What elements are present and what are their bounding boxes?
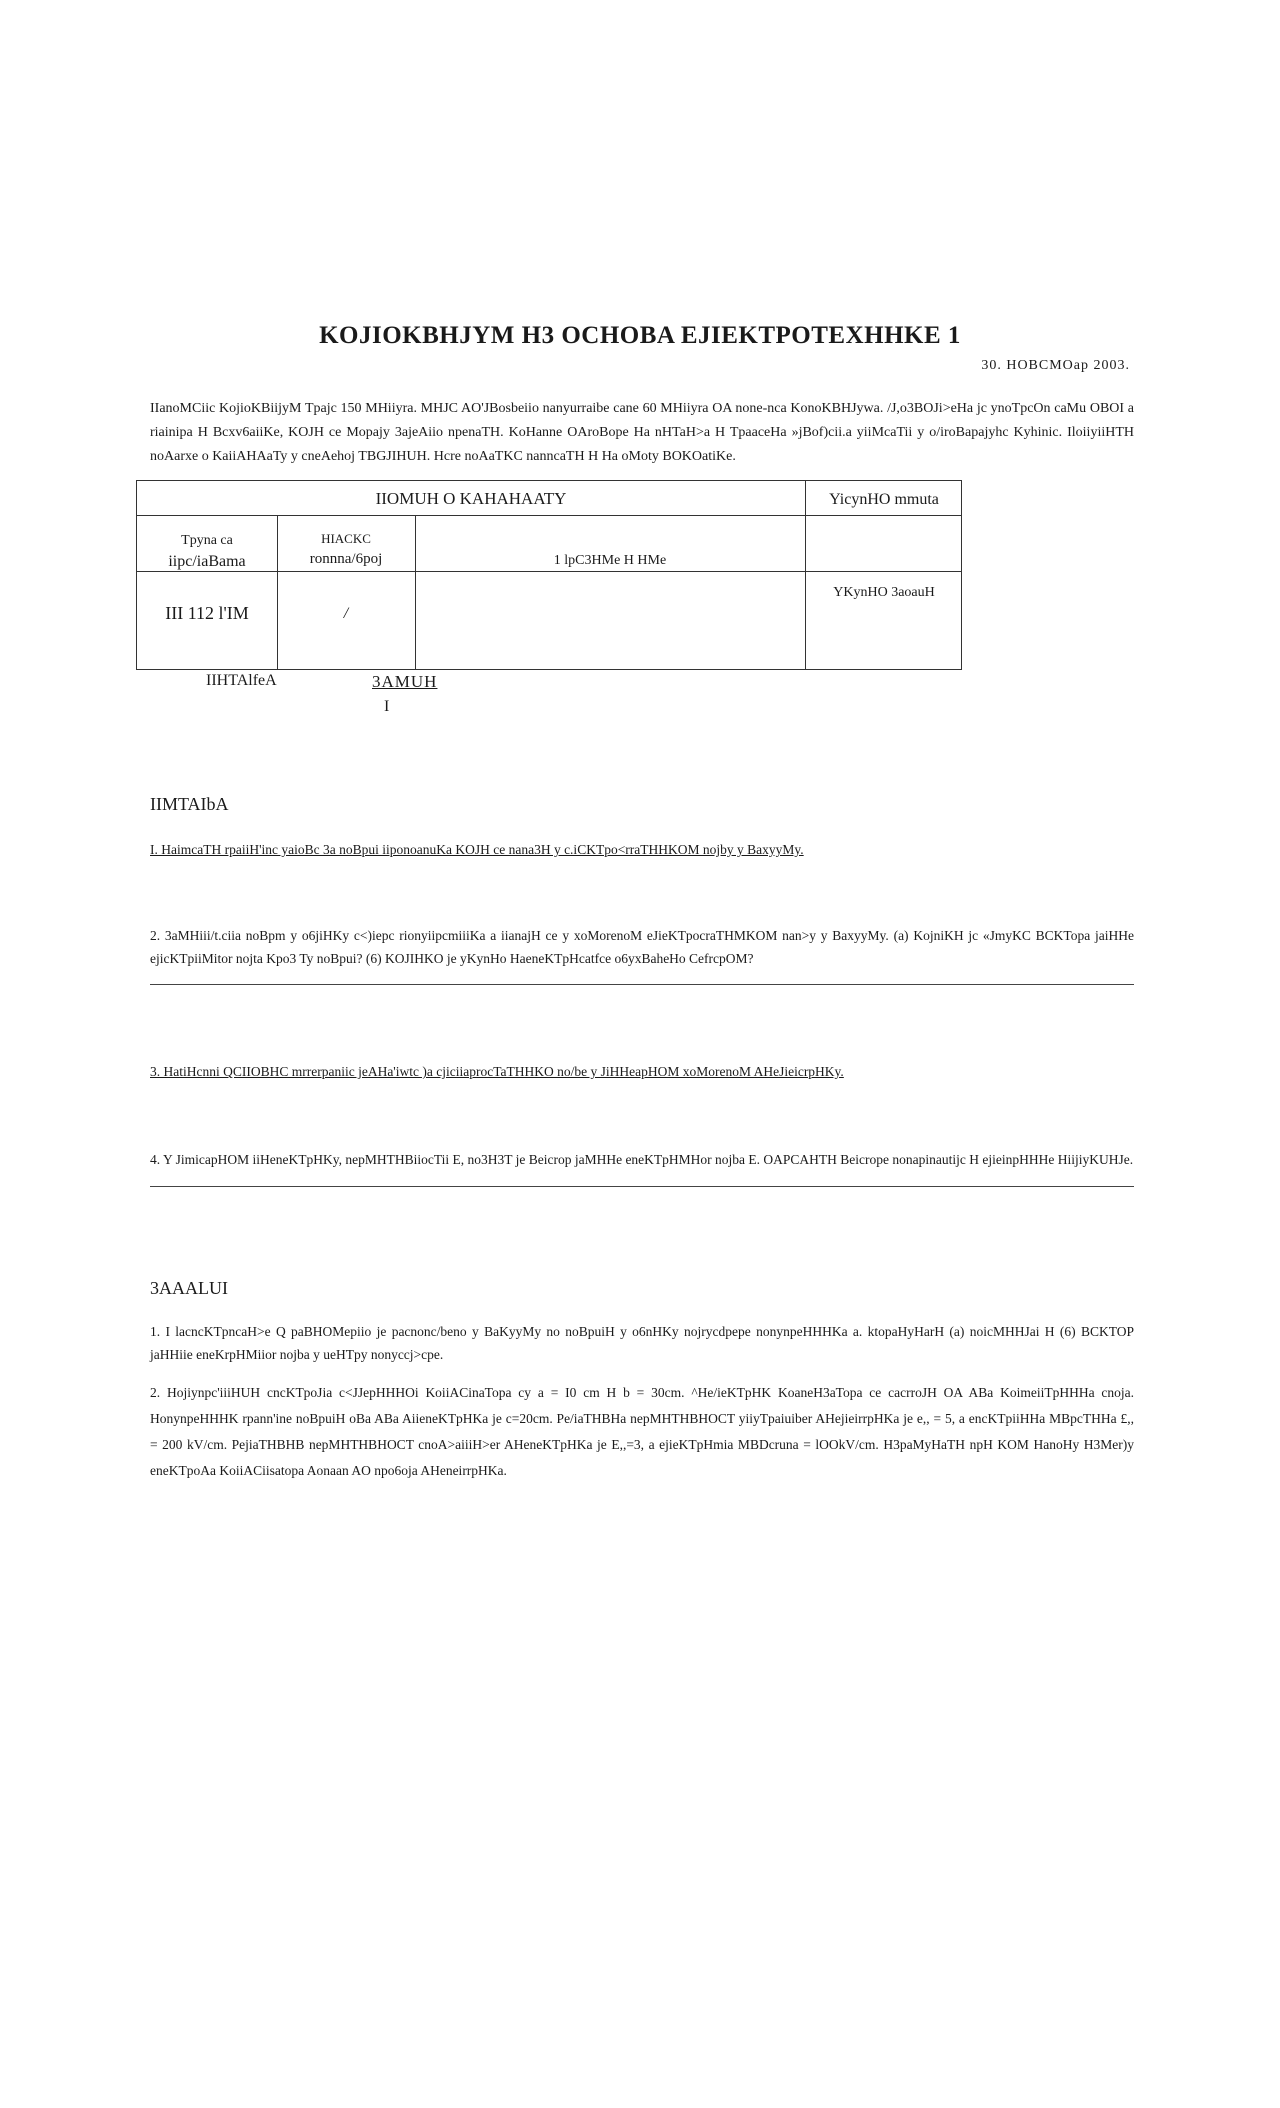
question-1: I. HaimcaTH rpaiiH'inc yaioBc 3a noBpui iiponoanuKa KOJH ce nana3H y c.iCKTpo<rraTHHKOM nojby y BaxyyMy. [150,842,804,857]
problem-1: 1. I lacncKTpncaH>e Q paBHOMepiio je pacnonc/beno y BaKyyMy no noBpuiH y o6nHKy nojrycdpepe nonynpeHHHKa a. ktopaHyHarH (a) noicMHHJai H (6) BCKTOP jaHHiie eneKrpHMiior nojba y ueHTpy nonyccj>cpe. [150,1324,1134,1362]
examiner-label: IIHTAlfeA [206,672,277,689]
problems-heading: 3AAALUI [150,1278,228,1298]
name-header: 1 lpC3HMe H HMe [553,553,667,568]
table-header-candidate: IIOMUH O KAHAHAATY [375,489,567,508]
question-2-underline [150,984,1134,985]
question-4-underline [150,1186,1134,1187]
group-value: III 112 l'IM [165,603,249,623]
index-header-line2: ronnna/6poj [309,551,383,567]
page-title: KOJIOKBHJYM H3 OCHOBA EJIEKTPOTEXHHKE 1 [319,322,961,349]
intro-paragraph: IIanoMCiic KojioKBiijyM Tpajc 150 MHiiyra. MHJC AO'JBosbeiio nanyurraibe cane 60 MHiiyra OA none-nca KonoKBHJywa. /J,o3BOJi>eHa jc ynoTpcOn caMu OBOI a riainipa H Bcxv6aiiKe, KOJH ce Mopajy 3ajeAiio npenaTH. KoHanne OAroBope Ha nHTaH>a H TpaaceHa »jBof)cii.a yiiMcaTii y o/iroBapajyhc Kyhinic. IloiiyiiHTH noAarxe o KaiiAHAaTy y cneAehoj TBGJIHUH. Hcre noAaTKC nanncaTH H Ha oMoty BOKOatiKe. [150,401,1134,464]
candidate-info-table [136,480,962,670]
question-2: 2. 3aMHiii/t.ciia noBpm y o6jiHKy c<)iepc rionyiipcmiiiKa a iianajH ce y xoMorenoM eJieKTpocraTHMKOM nan>y y BaxyyMy. (a) KojniKH jc «JmyKC BCKTopa jaiHHe ejicKTpiiMitor nojta Kpo3 Ty noBpui? (6) KOJIHKO je yKynHo HaeneKTpHcatfce o6yxBaheHo CefrcpOM? [150,928,1134,966]
index-header-line1: HIACKC [321,531,371,546]
problem-2: 2. Hojiynpc'iiiHUH cncKTpoJia c<JJepHHHOi KoiiACinaTopa cy a = I0 cm H b = 30cm. ^He/ieKTpHK KoaneH3aTopa ce cacrroJH OA ABa KoimeiiTpHHHa cnoja. HonynpeHHHK rpann'ine noBpuiH oBa ABa AiieneKTpHKa je c=20cm. Pe/iaTHBHa nepMHTHBHOCT yiiyTpaiuiber AHejieirrpHKa je e,, = 5, a encKTpiiHHa MBpcTHHa £,, = 200 kV/cm. PejiaTHBHB nepMHTHBHOCT cnoA>aiiiH>er AHeneKTpHKa je E,,=3, a ejieKTpHmia MBDcruna = lOOkV/cm. H3paMyHaTH npH KOM HanoHy H3Mer)y eneKTpoAa KoiiACiisatopa Aonaan AO npo6oja AHeneirrpHKa. [150,1385,1134,1478]
examiner-mark: I [384,698,390,715]
question-4: 4. Y JimicapHOM iiHeneKTpHKy, nepMHTHBiiocTii E, no3H3T je Beicrop jaMHHe eneKTpHMHor nojba E. OAPCAHTH Beicrope nonapinautijc H ejieinpHHHe HiijiyKUHJe. [150,1152,1134,1167]
table-header-total-points: YicynHO mmuta [829,491,939,508]
exam-date: 30. HOBCMOap 2003. [981,358,1130,373]
total-points-label: YKynHO 3aoauH [833,585,935,600]
examiner-value: 3AMUH [372,672,438,691]
question-3: 3. HatiHcnni QCIIOBHC mrrerpaniic jeAHa'iwtc )a cjiciiaprocTaTHHKO no/be y JiHHeapHOM xoMorenoM AHeJieicrpHKy. [150,1064,844,1079]
group-header-line2: iipc/iaBama [168,553,246,570]
questions-heading: IIMTAIbA [150,794,229,814]
group-header-line1: Tpyna ca [181,533,233,548]
index-value: / [343,605,349,622]
